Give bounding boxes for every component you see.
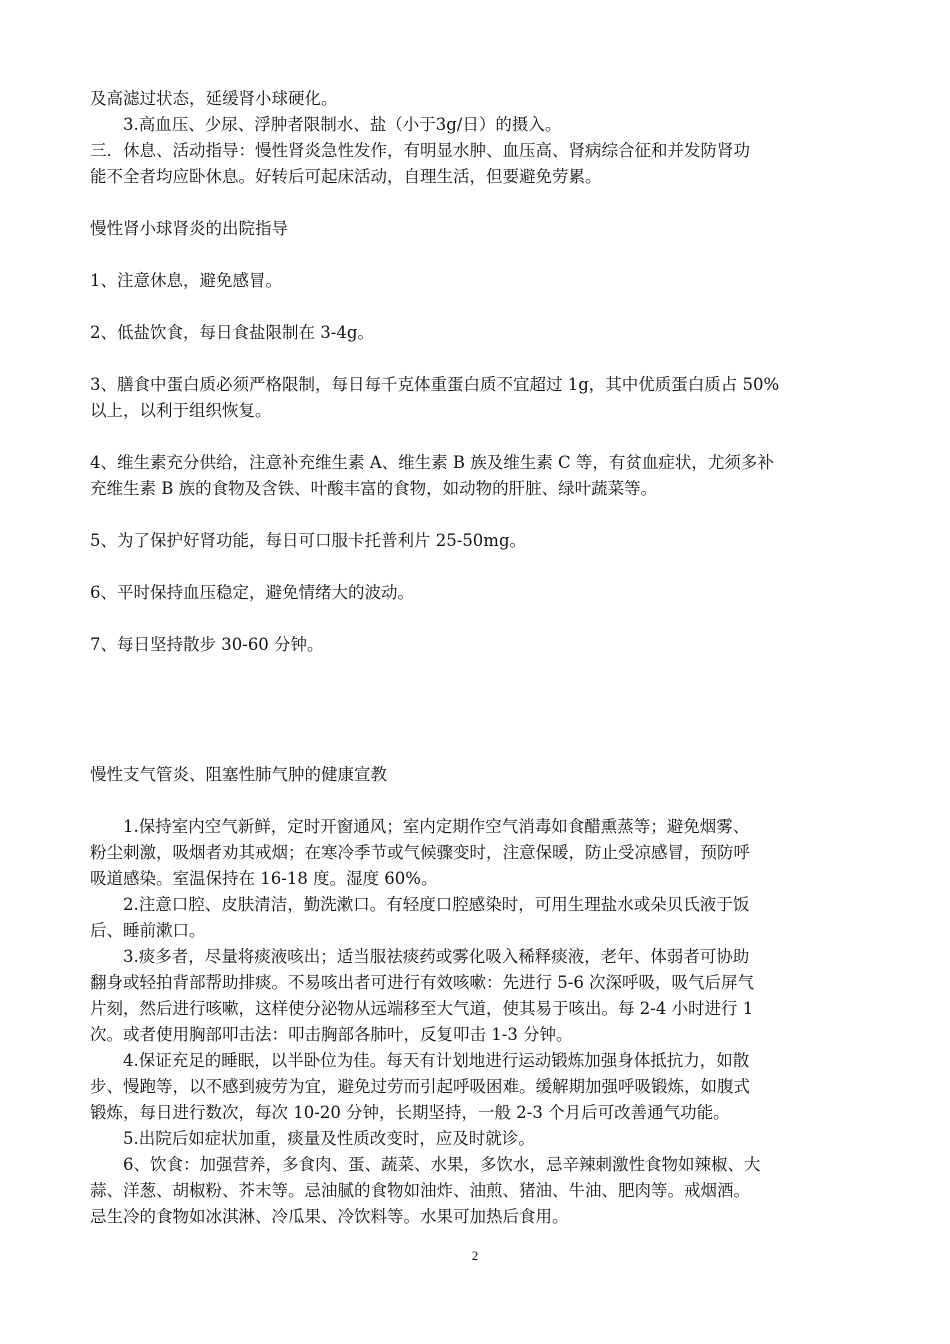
paragraph-line: 次。或者使用胸部叩击法：叩击胸部各肺叶，反复叩击 1-3 分钟。 xyxy=(90,1025,573,1044)
paragraph-line: 粉尘刺激，吸烟者劝其戒烟；在寒冷季节或气候骤变时，注意保暖，防止受凉感冒，预防呼 xyxy=(90,843,750,862)
list-item: 5、为了保护好肾功能，每日可口服卡托普利片 25-50mg。 xyxy=(90,531,527,550)
paragraph-line: 4.保证充足的睡眠，以半卧位为佳。每天有计划地进行运动锻炼加强身体抵抗力，如散 xyxy=(123,1051,750,1070)
paragraph-line: 吸道感染。室温保持在 16-18 度。湿度 60%。 xyxy=(90,869,438,888)
text-line: 及高滤过状态，延缓肾小球硬化。 xyxy=(90,89,338,108)
list-item: 1、注意休息，避免感冒。 xyxy=(90,271,282,290)
list-item: 4、维生素充分供给，注意补充维生素 A、维生素 B 族及维生素 C 等，有贫血症状，尤须多补 xyxy=(90,453,774,472)
page-number: 2 xyxy=(471,1248,479,1263)
paragraph-line: 片刻，然后进行咳嗽，这样使分泌物从远端移至大气道，使其易于咳出。每 2-4 小时进行 1 xyxy=(90,999,754,1018)
paragraph-line: 锻炼，每日进行数次，每次 10-20 分钟，长期坚持，一般 2-3 个月后可改善通气功能。 xyxy=(90,1103,730,1122)
list-item: 7、每日坚持散步 30-60 分钟。 xyxy=(90,635,324,654)
list-item-continuation: 以上，以利于组织恢复。 xyxy=(90,401,272,420)
list-item: 6、平时保持血压稳定，避免情绪大的波动。 xyxy=(90,583,414,602)
paragraph-line: 步、慢跑等，以不感到疲劳为宜，避免过劳而引起呼吸困难。缓解期加强呼吸锻炼，如腹式 xyxy=(90,1077,750,1096)
paragraph-line: 蒜、洋葱、胡椒粉、芥末等。忌油腻的食物如油炸、油煎、猪油、牛油、肥肉等。戒烟酒。 xyxy=(90,1181,750,1200)
text-line: 三．休息、活动指导：慢性肾炎急性发作，有明显水肿、血压高、肾病综合征和并发防肾功 xyxy=(90,141,750,160)
section-title: 慢性肾小球肾炎的出院指导 xyxy=(90,219,288,238)
paragraph-line: 6、饮食：加强营养，多食肉、蛋、蔬菜、水果，多饮水，忌辛辣刺激性食物如辣椒、大 xyxy=(123,1155,761,1174)
list-item: 3、膳食中蛋白质必须严格限制，每日每千克体重蛋白质不宜超过 1g，其中优质蛋白质占 50% xyxy=(90,375,780,394)
paragraph-line: 1.保持室内空气新鲜，定时开窗通风；室内定期作空气消毒如食醋熏蒸等；避免烟雾、 xyxy=(123,817,750,836)
section-title: 慢性支气管炎、阻塞性肺气肿的健康宣教 xyxy=(90,765,387,784)
text-line: 3.高血压、少尿、浮肿者限制水、盐（小于3g/日）的摄入。 xyxy=(123,115,562,134)
paragraph-line: 5.出院后如症状加重，痰量及性质改变时，应及时就诊。 xyxy=(123,1129,535,1148)
paragraph-line: 翻身或轻拍背部帮助排痰。不易咳出者可进行有效咳嗽：先进行 5-6 次深呼吸，吸气后屏气 xyxy=(90,973,755,992)
paragraph-line: 忌生冷的食物如冰淇淋、冷瓜果、冷饮料等。水果可加热后食用。 xyxy=(90,1207,569,1226)
paragraph-line: 3.痰多者，尽量将痰液咳出；适当服祛痰药或雾化吸入稀释痰液，老年、体弱者可协助 xyxy=(123,947,750,966)
paragraph-line: 2.注意口腔、皮肤清洁，勤洗漱口。有轻度口腔感染时，可用生理盐水或朵贝氏液于饭 xyxy=(123,895,750,914)
list-item-continuation: 充维生素 B 族的食物及含铁、叶酸丰富的食物，如动物的肝脏、绿叶蔬菜等。 xyxy=(90,479,658,498)
list-item: 2、低盐饮食，每日食盐限制在 3-4g。 xyxy=(90,323,374,342)
paragraph-line: 后、睡前漱口。 xyxy=(90,921,206,940)
document-body xyxy=(90,86,865,1230)
text-line: 能不全者均应卧休息。好转后可起床活动，自理生活，但要避免劳累。 xyxy=(90,167,602,186)
